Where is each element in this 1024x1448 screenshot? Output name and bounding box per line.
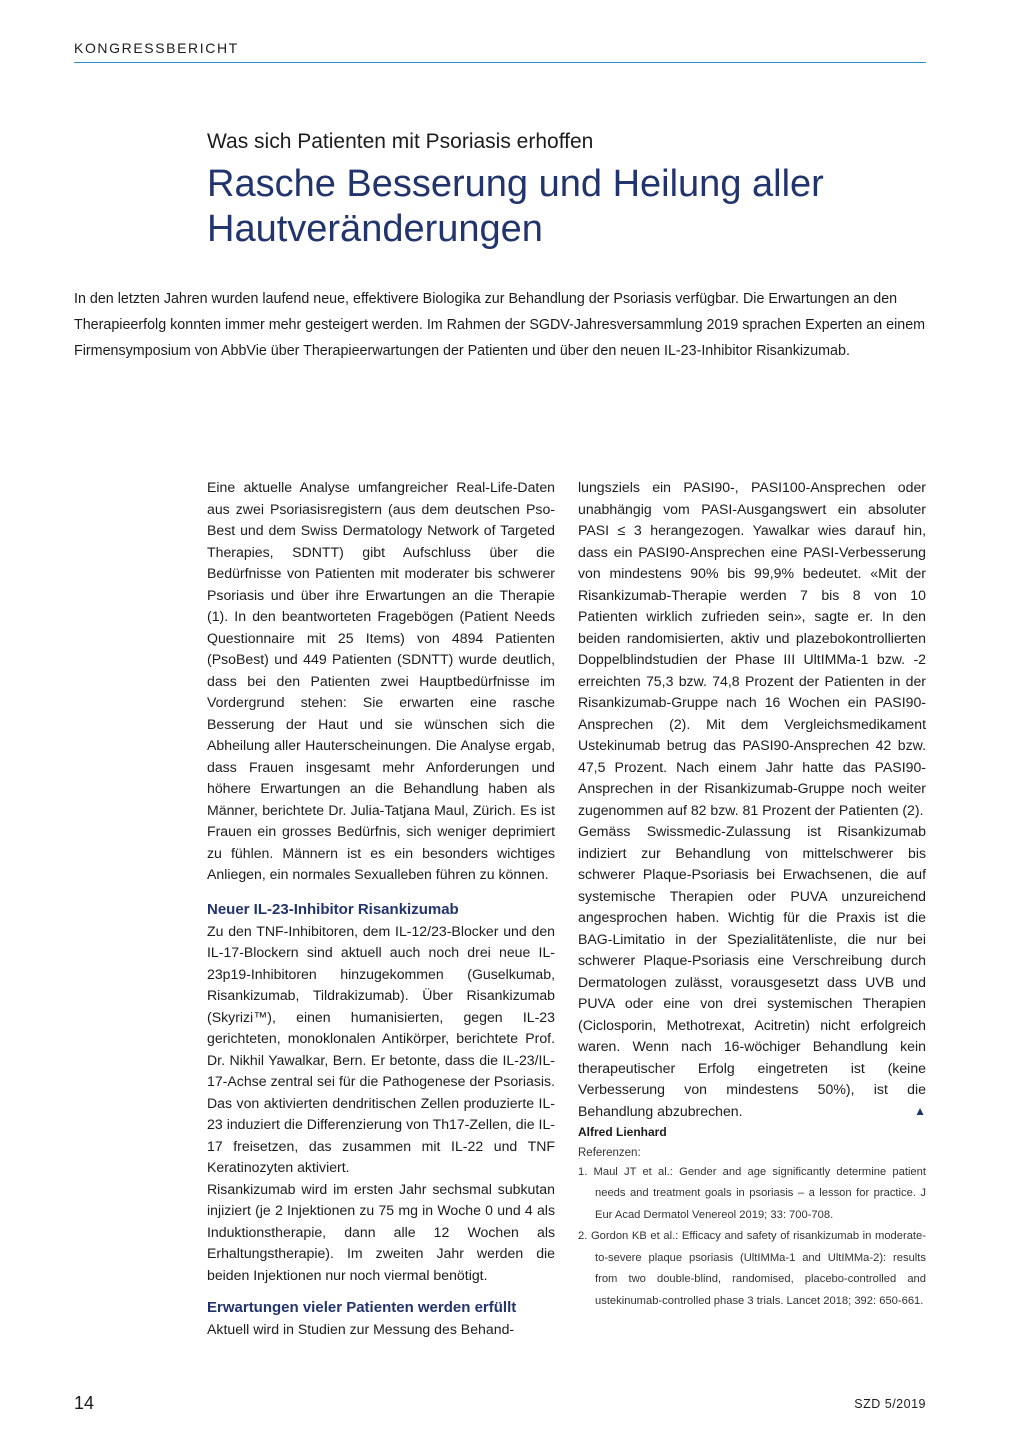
body-paragraph: Risankizumab wird im ersten Jahr sechsmal subkutan injiziert (je 2 Injektionen zu 75 mg in Woche 0 und 4 als Induktionstherapie, dann alle 12 Wochen als Erhaltungstherapie). Im zweiten Jahr werden die beiden Injektionen nur noch viermal benötigt. xyxy=(207,1180,555,1283)
article-lead: In den letzten Jahren wurden laufend neue, effektivere Biologika zur Behandlung der Psoriasis verfügbar. Die Erwartungen an den Therapieerfolg konnten immer mehr gesteigert werden. Im Rahmen der SGDV-Jahresversammlung 2019 sprachen Experten an einem Firmensymposium von AbbVie über Therapieerwartungen der Patienten und über den neuen IL-23-Inhibitor Risankizumab. xyxy=(74,291,926,360)
author-name: Alfred Lienhard xyxy=(578,1125,667,1139)
reference-item: 1. Maul JT et al.: Gender and age significantly determine patient needs and treatment goals in psoriasis – a lesson for practice. J Eur Acad Dermatol Venereol 2019; 33: 700-708. xyxy=(578,1165,926,1221)
body-paragraph: Eine aktuelle Analyse umfangreicher Real-Life-Daten aus zwei Psoriasisregistern (aus dem deutschen Pso-Best und dem Swiss Dermatology Network of Targeted Therapies, SDNTT) gibt Aufschluss über die Bedürfnisse von Patienten mit moderater bis schwerer Psoriasis und über ihre Erwartungen an die Therapie (1). In den beantworteten Fragebögen (Patient Needs Questionnaire mit 25 Items) von 4894 Patienten (PsoBest) und 449 Patienten (SDNTT) wurde deutlich, dass bei den Patienten zwei Hauptbedürfnisse im Vordergrund stehen: Sie erwarten eine rasche Besserung der Haut und sie wünschen sich die Abheilung aller Hauterscheinungen. Die Analyse ergab, dass Frauen insgesamt mehr Anforderungen und höhere Erwartungen an die Behandlung haben als Männer, berichtete Dr. Julia-Tatjana Maul, Zürich. Es ist Frauen ein grosses Bedürfnis, sich weniger deprimiert zu fühlen. Männern ist es ein besonders wichtiges Anliegen, ein normales Sexualleben führen zu können. xyxy=(207,479,555,882)
subheading: Neuer IL-23-Inhibitor Risankizumab xyxy=(207,900,459,918)
body-paragraph-text: Gemäss Swissmedic-Zulassung ist Risankizumab indiziert zur Behandlung von mittelschwerer bis schwerer Plaque-Psoriasis bei Erwachsenen, die auf systemische Therapien oder PUVA unzureichend angesprochen haben. Wichtig für die Praxis ist die BAG-Limitatio in der Spezialitätenliste, die nur bei schwerer Plaque-Psoriasis eine Verschreibung durch Dermatologen zulässt, vorausgesetzt dass UVB und PUVA oder eine von drei systemischen Therapien (Ciclosporin, Methotrexat, Acitretin) nicht erfolgreich waren. Wenn nach 16-wöchiger Behandlung kein therapeutischer Erfolg eingetreten ist (keine Verbesserung von mindestens 50%), ist die Behandlung abzubrechen. xyxy=(578,823,926,1119)
page-number: 14 xyxy=(74,1393,95,1413)
body-paragraph: lungsziels ein PASI90-, PASI100-Ansprechen oder unabhängig vom PASI-Ausgangswert ein absoluter PASI ≤ 3 herangezogen. Yawalkar wies darauf hin, dass ein PASI90-Ansprechen eine PASI-Verbesserung von mindestens 90% bis 99,9% bedeutet. «Mit der Risankizumab-Therapie werden 7 bis 8 von 10 Patienten wirklich zufrieden sein», sagte er. In den beiden randomisierten, aktiv und plazebokontrollierten Doppelblindstudien der Phase III UltIMMa-1 bzw. -2 erreichten 75,3 bzw. 74,8 Prozent der Patienten in der Risankizumab-Gruppe nach 16 Wochen ein PASI90-Ansprechen (2). Mit dem Vergleichsmedikament Ustekinumab betrug das PASI90-Ansprechen 42 bzw. 47,5 Prozent. Nach einem Jahr hatte das PASI90-Ansprechen in der Risankizumab-Gruppe noch weiter zugenommen auf 82 bzw. 81 Prozent der Patienten (2). xyxy=(578,479,926,818)
body-paragraph: Aktuell wird in Studien zur Messung des Behand- xyxy=(207,1321,515,1337)
right-column xyxy=(578,477,926,1312)
article-kicker: Was sich Patienten mit Psoriasis erhoffen xyxy=(207,130,594,153)
end-of-article-icon: ▲ xyxy=(914,1103,926,1118)
header-rule xyxy=(74,62,926,63)
section-label: KONGRESSBERICHT xyxy=(74,40,239,56)
journal-issue: SZD 5/2019 xyxy=(854,1397,926,1411)
reference-item: 2. Gordon KB et al.: Efficacy and safety of risankizumab in moderate-to-severe plaque psoriasis (UltIMMa-1 and UltIMMa-2): results from two double-blind, randomised, placebo-controlled and ustekinumab-controlled phase 3 trials. Lancet 2018; 392: 650-661. xyxy=(578,1230,926,1307)
left-column xyxy=(207,477,555,1341)
body-paragraph: Zu den TNF-Inhibitoren, dem IL-12/23-Blocker und den IL-17-Blockern sind aktuell auch noch drei neue IL-23p19-Inhibitoren hinzugekommen (Guselkumab, Risankizumab, Tildrakizumab). Über Risankizumab (Skyrizi™), einen humanisierten, gegen IL-23 gerichteten, monoklonalen Antikörper, berichtete Prof. Dr. Nikhil Yawalkar, Bern. Er betonte, dass die IL-23/IL-17-Achse zentral sei für die Pathogenese der Psoriasis. Das von aktivierten dendritischen Zellen produzierte IL-23 induziert die Differenzierung von Th17-Zellen, die IL-17 freisetzen, das zusammen mit IL-22 und TNF Keratinozyten aktiviert. xyxy=(207,922,555,1175)
article-headline: Rasche Besserung und Heilung aller Hautveränderungen xyxy=(207,163,824,250)
subheading: Erwartungen vieler Patienten werden erfüllt xyxy=(207,1299,517,1316)
references-title: Referenzen: xyxy=(578,1146,641,1159)
body-paragraph xyxy=(578,821,926,1122)
